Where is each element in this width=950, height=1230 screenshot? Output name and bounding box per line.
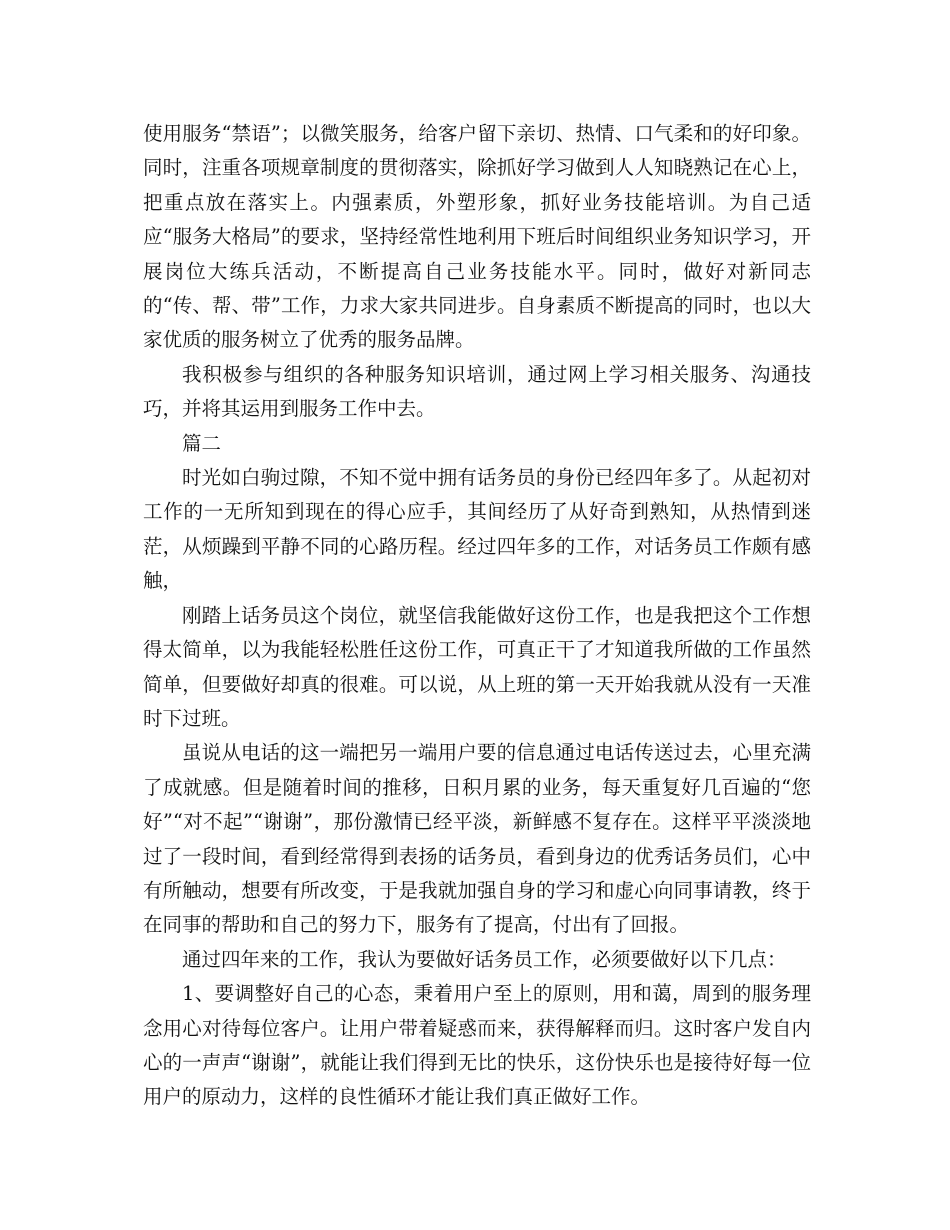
paragraph-first-days: 刚踏上话务员这个岗位，就坚信我能做好这份工作，也是我把这个工作想得太简单，以为我能轻松胜任这份工作，可真正干了才知道我所做的工作虽然简单，但要做好却真的很难。可以说，从上班的第一天开始我就从没有一天准时下过班。 bbox=[143, 603, 811, 730]
document-body bbox=[143, 117, 811, 1115]
paragraph-point-one: 1、要调整好自己的心态，秉着用户至上的原则，用和蔼，周到的服务理念用心对待每位客户。让用户带着疑惑而来，获得解释而归。这时客户发自内心的一声声“谢谢”，就能让我们得到无比的快乐，这份快乐也是接待好每一位用户的原动力，这样的良性循环才能让我们真正做好工作。 bbox=[143, 982, 811, 1109]
paragraph-summary: 通过四年来的工作，我认为要做好话务员工作，必须要做好以下几点： bbox=[182, 947, 787, 971]
paragraph-continued: 使用服务“禁语”；以微笑服务，给客户留下亲切、热情、口气柔和的好印象。同时，注重各项规章制度的贯彻落实，除抓好学习做到人人知晓熟记在心上，把重点放在落实上。内强素质，外塑形象，抓好业务技能培训。为自己适应“服务大格局”的要求，坚持经常性地利用下班后时间组织业务知识学习，开展岗位大练兵活动，不断提高自己业务技能水平。同时，做好对新同志的“传、帮、带”工作，力求大家共同进步。自身素质不断提高的同时，也以大家优质的服务树立了优秀的服务品牌。 bbox=[143, 122, 811, 352]
paragraph-training: 我积极参与组织的各种服务知识培训，通过网上学习相关服务、沟通技巧，并将其运用到服务工作中去。 bbox=[143, 362, 811, 421]
paragraph-growth: 虽说从电话的这一端把另一端用户要的信息通过电话传送过去，心里充满了成就感。但是随着时间的推移，日积月累的业务，每天重复好几百遍的“您好”“对不起”“谢谢”，那份激情已经平淡，新鲜感不复存在。这样平平淡淡地过了一段时间，看到经常得到表扬的话务员，看到身边的优秀话务员们，心中有所触动，想要有所改变，于是我就加强自身的学习和虚心向同事请教，终于在同事的帮助和自己的努力下，服务有了提高，付出有了回报。 bbox=[143, 741, 811, 937]
paragraph-intro: 时光如白驹过隙，不知不觉中拥有话务员的身份已经四年多了。从起初对工作的一无所知到现在的得心应手，其间经历了从好奇到熟知，从热情到迷茫，从烦躁到平静不同的心路历程。经过四年多的工作，对话务员工作颇有感触， bbox=[143, 466, 811, 593]
section-heading: 篇二 bbox=[182, 431, 222, 455]
